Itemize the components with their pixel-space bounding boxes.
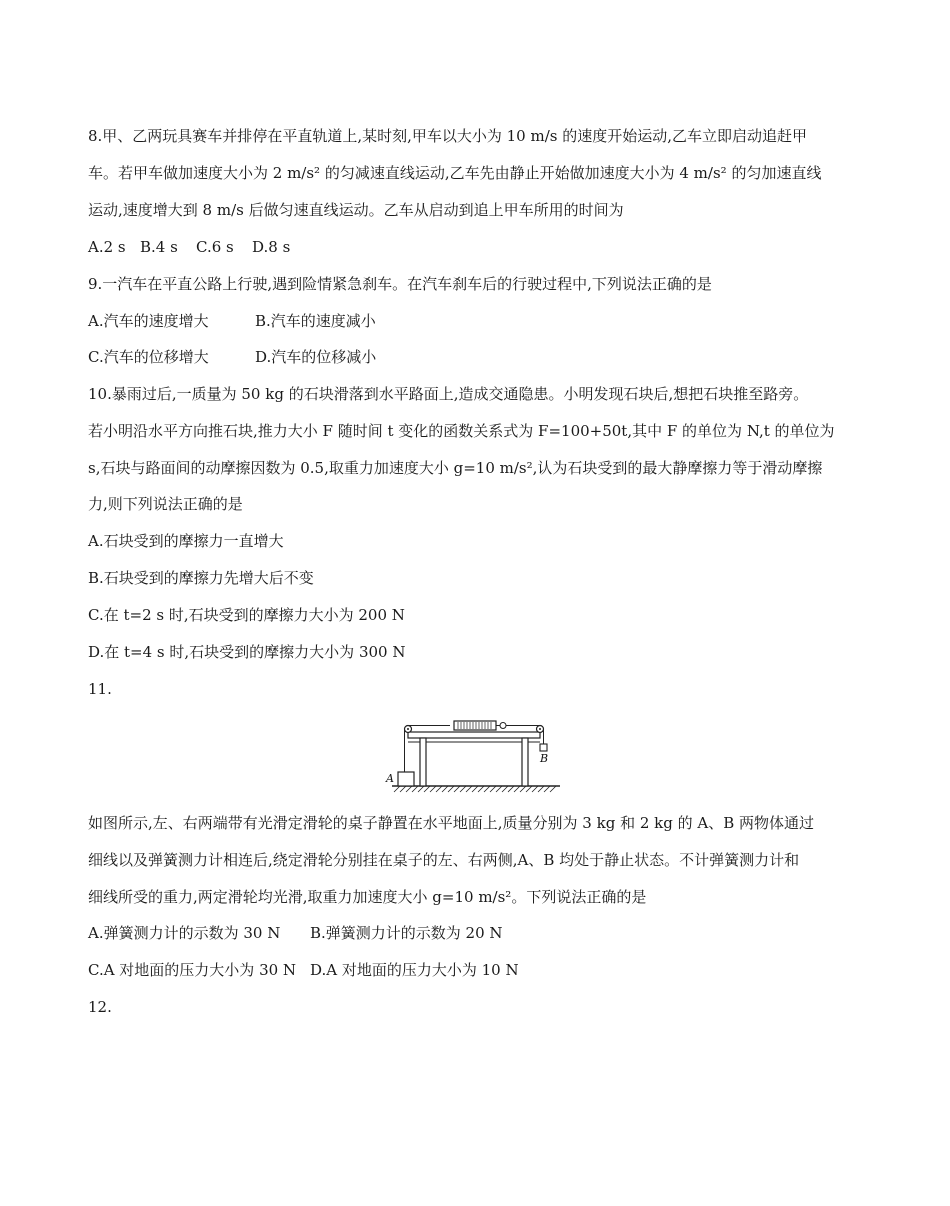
table-pulley-figure — [384, 716, 564, 796]
spring-scale — [446, 721, 506, 730]
q9-option-b: B.汽车的速度减小 — [255, 312, 376, 330]
q10-line-1: 10.暴雨过后,一质量为 50 kg 的石块滑落到水平路面上,造成交通隐患。小明发现石块后,想把石块推至路旁。 — [88, 385, 809, 403]
q11-line-1: 如图所示,左、右两端带有光滑定滑轮的桌子静置在水平地面上,质量分别为 3 kg 和 2 kg 的 A、B 两物体通过 — [88, 814, 815, 832]
q11-option-b: B.弹簧测力计的示数为 20 N — [310, 924, 503, 942]
table-leg-left — [420, 738, 426, 786]
q11-option-d: D.A 对地面的压力大小为 10 N — [310, 961, 519, 979]
q10-option-a: A.石块受到的摩擦力一直增大 — [88, 532, 284, 550]
q9-options-row-2 — [88, 347, 376, 367]
q10-line-2: 若小明沿水平方向推石块,推力大小 F 随时间 t 变化的函数关系式为 F=100+50t,其中 F 的单位为 N,t 的单位为 — [88, 422, 835, 440]
q10-line-3: s,石块与路面间的动摩擦因数为 0.5,取重力加速度大小 g=10 m/s²,认为石块受到的最大静摩擦力等于滑动摩擦 — [88, 459, 823, 477]
table-leg-right — [522, 738, 528, 786]
q8-option-a: A.2 s — [88, 238, 126, 256]
q11-number: 11. — [88, 680, 112, 698]
block-b — [540, 744, 547, 751]
block-a — [398, 772, 414, 786]
q8-line-2: 车。若甲车做加速度大小为 2 m/s² 的匀减速直线运动,乙车先由静止开始做加速度大小为 4 m/s² 的匀加速直线 — [88, 164, 822, 182]
q9-option-a: A.汽车的速度增大 — [88, 312, 209, 330]
q9-stem: 9.一汽车在平直公路上行驶,遇到险情紧急刹车。在汽车刹车后的行驶过程中,下列说法正确的是 — [88, 275, 712, 293]
q11-option-c: C.A 对地面的压力大小为 30 N — [88, 961, 297, 979]
q10-option-d: D.在 t=4 s 时,石块受到的摩擦力大小为 300 N — [88, 643, 406, 661]
q8-line-3: 运动,速度增大到 8 m/s 后做匀速直线运动。乙车从启动到追上甲车所用的时间为 — [88, 201, 624, 219]
q9-option-c: C.汽车的位移增大 — [88, 348, 209, 366]
q10-option-b: B.石块受到的摩擦力先增大后不变 — [88, 569, 314, 587]
q11-options-row-2 — [88, 960, 519, 980]
q8-options — [88, 237, 290, 257]
q11-options-row-1 — [88, 923, 503, 943]
ground-hatching — [394, 786, 556, 792]
label-a: A — [386, 772, 394, 785]
q9-options-row-1 — [88, 311, 376, 331]
q9-option-d: D.汽车的位移减小 — [255, 348, 377, 366]
q11-line-3: 细线所受的重力,两定滑轮均光滑,取重力加速度大小 g=10 m/s²。下列说法正确的是 — [88, 888, 647, 906]
q10-line-4: 力,则下列说法正确的是 — [88, 495, 243, 513]
q8-option-b: B.4 s — [140, 238, 178, 256]
q8-line-1: 8.甲、乙两玩具赛车并排停在平直轨道上,某时刻,甲车以大小为 10 m/s 的速度开始运动,乙车立即启动追赶甲 — [88, 127, 807, 145]
q8-option-d: D.8 s — [252, 238, 291, 256]
table-top — [408, 732, 540, 738]
q11-line-2: 细线以及弹簧测力计相连后,绕定滑轮分别挂在桌子的左、右两侧,A、B 均处于静止状态。不计弹簧测力计和 — [88, 851, 800, 869]
q12-number: 12. — [88, 998, 112, 1016]
q8-option-c: C.6 s — [196, 238, 234, 256]
q11-option-a: A.弹簧测力计的示数为 30 N — [88, 924, 281, 942]
label-b: B — [540, 752, 549, 765]
q10-option-c: C.在 t=2 s 时,石块受到的摩擦力大小为 200 N — [88, 606, 405, 624]
